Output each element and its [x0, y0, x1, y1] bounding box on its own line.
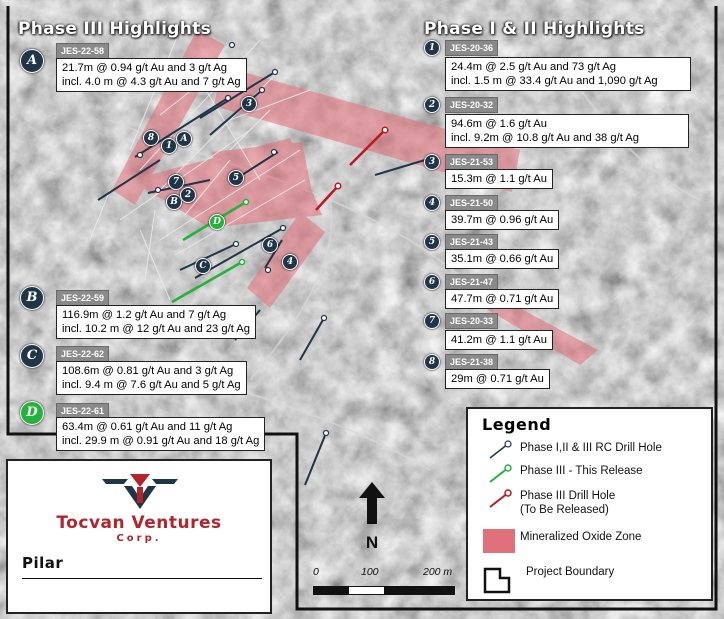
legend-title: Legend — [482, 415, 552, 434]
place-underline — [22, 578, 262, 579]
assay-result — [445, 249, 559, 269]
hole-id: JES-21-53 — [445, 154, 498, 170]
assay-result — [445, 57, 691, 91]
hole-id: JES-22-58 — [56, 43, 109, 59]
scale-label: 0 — [313, 566, 319, 578]
assay-line: 47.7m @ 0.71 g/t Au — [451, 293, 554, 305]
marker-C: C — [20, 344, 44, 368]
assay-result — [445, 330, 553, 350]
map-marker: 5 — [228, 170, 244, 186]
assay-line: incl. 9.2m @ 10.8 g/t Au and 38 g/t Ag — [451, 132, 639, 144]
tocvan-logo-icon — [100, 469, 180, 511]
assay-result — [445, 210, 559, 230]
map-marker: 7 — [168, 174, 184, 190]
map-marker: D — [209, 214, 225, 230]
hole-id: JES-21-43 — [445, 234, 498, 250]
legend — [466, 407, 713, 601]
scale-bar-graphic — [313, 586, 455, 595]
assay-line: 39.7m @ 0.96 g/t Au — [451, 214, 554, 226]
hole-id: JES-21-47 — [445, 274, 498, 290]
assay-result — [445, 289, 559, 309]
map-marker: 6 — [262, 237, 278, 253]
map-marker: 4 — [282, 254, 298, 270]
map-marker: 8 — [143, 130, 159, 146]
marker-2: 2 — [424, 97, 440, 113]
assay-line: 94.6m @ 1.6 g/t Au — [451, 118, 547, 130]
drill-hole-icon — [488, 488, 514, 508]
north-arrow — [359, 482, 385, 553]
scale-label: 200 m — [423, 566, 453, 578]
assay-line: incl. 10.2 m @ 12 g/t Au and 23 g/t Ag — [62, 323, 250, 335]
hole-id: JES-22-62 — [56, 346, 109, 362]
hole-id: JES-21-38 — [445, 354, 498, 370]
assay-line: 15.3m @ 1.1 g/t Au — [451, 173, 547, 185]
brand-corp: Corp. — [116, 533, 162, 544]
assay-line: 35.1m @ 0.66 g/t Au — [451, 253, 554, 265]
legend-label: Mineralized Oxide Zone — [520, 531, 642, 543]
assay-line: incl. 4.0 m @ 4.3 g/t Au and 7 g/t Ag — [62, 76, 241, 88]
legend-label-line: Phase III Drill Hole — [520, 490, 616, 502]
legend-label: Phase III - This Release — [520, 465, 643, 477]
legend-label — [520, 489, 615, 517]
scale-label: 100 — [361, 566, 379, 578]
assay-line: incl. 9.4 m @ 7.6 g/t Au and 5 g/t Ag — [62, 379, 241, 391]
assay-line: 21.7m @ 0.94 g/t Au and 3 g/t Ag — [62, 62, 227, 74]
marker-A: A — [20, 49, 44, 73]
logo-box — [6, 459, 272, 614]
marker-7: 7 — [424, 313, 440, 329]
assay-result — [56, 361, 247, 395]
marker-B: B — [20, 286, 44, 310]
marker-1: 1 — [424, 40, 440, 56]
assay-result — [56, 58, 247, 92]
hole-id: JES-20-36 — [445, 40, 498, 56]
zone-swatch-icon — [483, 529, 515, 553]
drill-hole-icon — [488, 439, 514, 459]
legend-label-line: (To Be Released) — [520, 504, 609, 516]
hole-id: JES-20-33 — [445, 313, 498, 329]
north-arrow-icon — [359, 482, 385, 524]
hole-id: JES-22-61 — [56, 403, 109, 419]
hole-id: JES-21-50 — [445, 195, 498, 211]
assay-line: 116.9m @ 1.2 g/t Au and 7 g/t Ag — [62, 309, 227, 321]
map-marker: C — [195, 258, 211, 274]
assay-result — [445, 369, 550, 389]
map-marker: 1 — [161, 138, 177, 154]
map-marker: A — [176, 131, 192, 147]
assay-result — [56, 417, 265, 451]
assay-line: 24.4m @ 2.5 g/t Au and 73 g/t Ag — [451, 61, 616, 73]
marker-4: 4 — [424, 195, 440, 211]
boundary-icon — [482, 565, 512, 595]
place-name: Pilar — [22, 554, 64, 572]
marker-3: 3 — [424, 154, 440, 170]
map-marker: 3 — [241, 96, 257, 112]
marker-6: 6 — [424, 274, 440, 290]
map-marker: B — [166, 194, 182, 210]
hole-id: JES-20-32 — [445, 97, 498, 113]
phase12-heading: Phase I & II Highlights — [424, 19, 645, 39]
marker-5: 5 — [424, 234, 440, 250]
assay-line: 108.6m @ 0.81 g/t Au and 3 g/t Ag — [62, 365, 234, 377]
map-marker: 2 — [180, 187, 196, 203]
hole-id: JES-22-59 — [56, 290, 109, 306]
marker-D: D — [20, 401, 44, 425]
assay-result — [445, 114, 689, 148]
assay-line: 29m @ 0.71 g/t Au — [451, 373, 544, 385]
assay-line: 63.4m @ 0.61 g/t Au and 11 g/t Ag — [62, 421, 233, 433]
assay-line: 41.2m @ 1.1 g/t Au — [451, 334, 547, 346]
assay-line: incl. 1.5 m @ 33.4 g/t Au and 1,090 g/t Ag — [451, 75, 658, 87]
assay-result — [56, 305, 256, 339]
assay-result — [445, 169, 553, 189]
phase3-heading: Phase III Highlights — [18, 19, 211, 39]
legend-label: Project Boundary — [526, 566, 615, 578]
marker-8: 8 — [424, 354, 440, 370]
drill-hole-icon — [488, 463, 514, 483]
brand-name: Tocvan Ventures — [56, 513, 222, 533]
north-label: N — [365, 533, 379, 552]
assay-line: incl. 29.9 m @ 0.91 g/t Au and 18 g/t Ag — [62, 435, 260, 447]
legend-label: Phase I,II & III RC Drill Hole — [520, 442, 662, 454]
